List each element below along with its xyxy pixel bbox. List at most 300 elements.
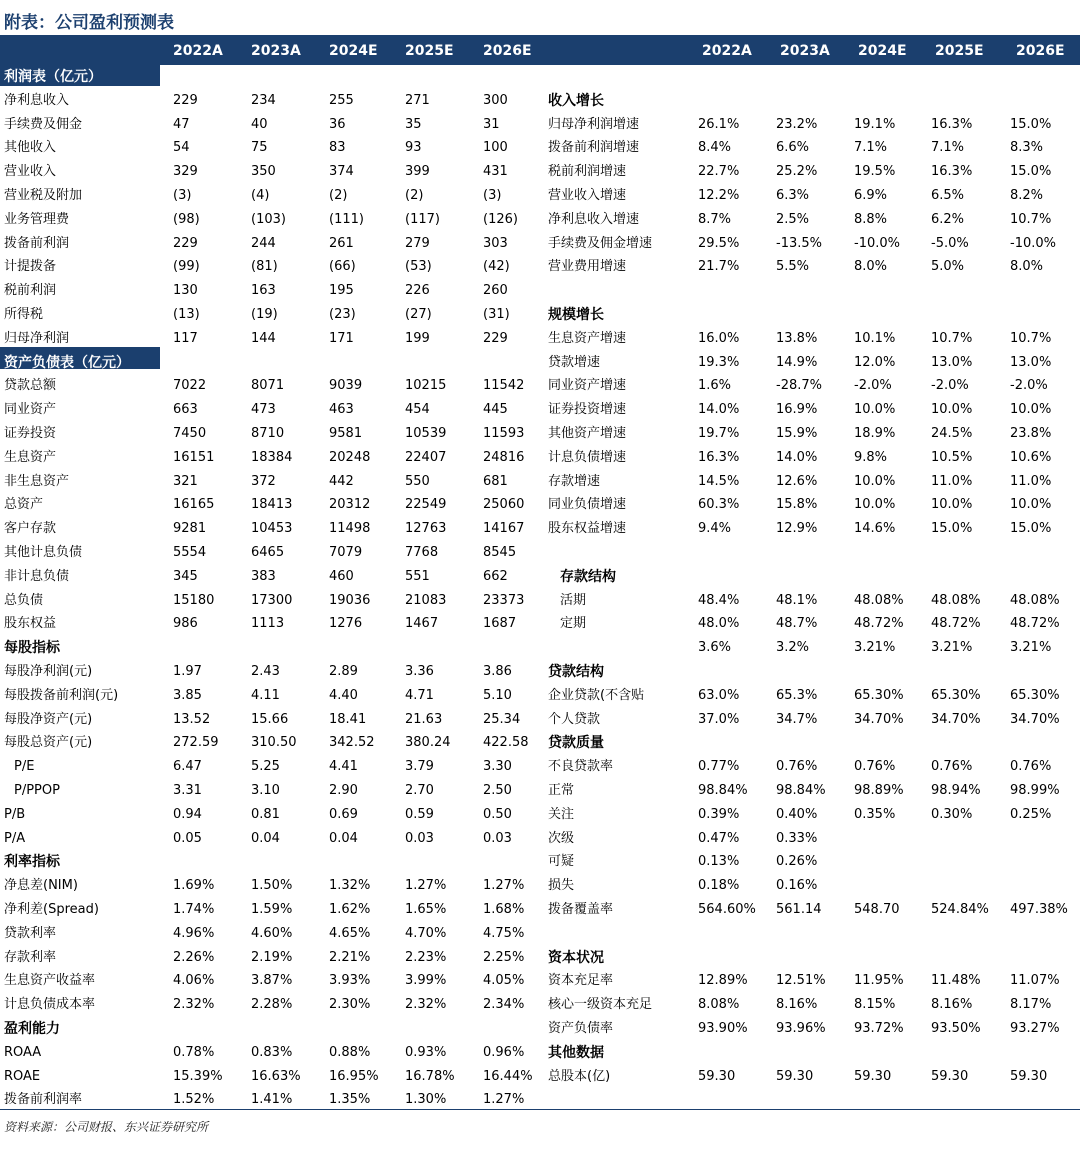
row-label: 营业收入 [4, 164, 57, 180]
row-label: 手续费及佣金增速 [548, 235, 653, 251]
table-cell: (99) [173, 259, 200, 275]
table-cell: 7768 [405, 545, 439, 560]
table-cell: 3.79 [405, 759, 434, 775]
table-cell: 1.6% [698, 378, 732, 394]
table-cell: 255 [329, 92, 354, 108]
row-label: 次级 [548, 830, 575, 846]
table-cell: 1.69% [173, 878, 215, 894]
table-cell: 19.1% [854, 116, 896, 132]
row-label: 每股拨备前利润(元) [4, 687, 119, 703]
table-cell: 399 [405, 164, 430, 180]
table-cell: 98.84% [698, 783, 748, 798]
section-heading: 其他数据 [548, 1044, 604, 1061]
table-cell: 431 [483, 164, 508, 180]
table-cell: 2.43 [251, 664, 280, 679]
bottom-rule [0, 1109, 1080, 1110]
table-cell: 0.78% [173, 1044, 215, 1060]
table-cell: 1.35% [329, 1092, 371, 1108]
table-cell: 1276 [329, 616, 363, 632]
table-cell: 4.71 [405, 687, 434, 703]
table-cell: 8.15% [854, 997, 896, 1013]
year-header-left: 2024E [329, 43, 378, 59]
row-label: 总资产 [4, 497, 44, 513]
table-cell: 10.0% [931, 497, 973, 513]
section-heading: 利润表（亿元） [4, 69, 102, 85]
table-cell: 10.0% [1010, 497, 1052, 513]
table-cell: 3.93% [329, 973, 371, 989]
table-cell: 23.8% [1010, 426, 1052, 441]
table-cell: 47 [173, 116, 190, 132]
table-cell: 59.30 [1010, 1068, 1048, 1084]
table-cell: 0.59 [405, 806, 434, 822]
table-cell: 6.3% [776, 188, 810, 203]
row-label: 生息资产增速 [548, 330, 627, 346]
table-cell: 195 [329, 283, 354, 299]
table-cell: 65.30% [1010, 687, 1060, 703]
table-cell: 6.5% [931, 188, 965, 203]
year-header-left: 2025E [405, 43, 454, 59]
table-cell: 22.7% [698, 164, 740, 180]
table-cell: 473 [251, 402, 276, 418]
table-cell: 2.28% [251, 997, 293, 1013]
table-cell: 48.08% [854, 592, 904, 608]
table-cell: 15.9% [776, 426, 818, 441]
row-label: 计提拨备 [4, 259, 57, 275]
table-cell: -10.0% [1010, 235, 1056, 251]
table-cell: 59.30 [698, 1068, 736, 1084]
table-cell: -2.0% [931, 378, 969, 394]
table-cell: 229 [483, 330, 508, 346]
table-cell: (31) [483, 307, 510, 322]
table-cell: 93.27% [1010, 1021, 1060, 1036]
year-header-right: 2025E [935, 43, 984, 59]
table-cell: 31 [483, 116, 500, 132]
table-cell: 93.72% [854, 1021, 904, 1036]
table-cell: 83 [329, 140, 346, 156]
table-cell: 21.63 [405, 711, 443, 727]
table-cell: 48.72% [1010, 616, 1060, 632]
table-cell: 19036 [329, 592, 371, 608]
table-cell: 48.4% [698, 592, 740, 608]
table-cell: -5.0% [931, 235, 969, 251]
row-label: P/A [4, 830, 26, 846]
table-cell: 372 [251, 473, 276, 489]
table-cell: (2) [405, 188, 424, 203]
table-cell: 8.0% [854, 259, 888, 275]
table-cell: 4.75% [483, 925, 525, 941]
table-cell: 383 [251, 568, 276, 584]
row-label: 活期 [560, 592, 587, 608]
table-cell: 20312 [329, 497, 371, 513]
table-cell: 0.03 [405, 830, 434, 846]
row-label: 生息资产 [4, 449, 57, 465]
table-cell: 1687 [483, 616, 517, 632]
table-cell: 15.0% [1010, 116, 1052, 132]
row-label: 其他计息负债 [4, 545, 83, 560]
table-cell: 100 [483, 140, 508, 156]
table-cell: 40 [251, 116, 268, 132]
table-cell: 329 [173, 164, 198, 180]
table-cell: 7.1% [854, 140, 888, 156]
table-cell: 14167 [483, 521, 525, 537]
table-cell: 48.72% [931, 616, 981, 632]
table-cell: 21083 [405, 592, 447, 608]
table-cell: 4.96% [173, 925, 215, 941]
row-label: 业务管理费 [4, 211, 70, 227]
table-cell: 12.2% [698, 188, 740, 203]
row-label: 非计息负债 [4, 568, 70, 584]
table-cell: 1.27% [483, 1092, 525, 1108]
table-cell: 93.96% [776, 1021, 826, 1036]
table-cell: 10.0% [854, 473, 896, 489]
table-cell: 7022 [173, 378, 207, 394]
table-cell: 561.14 [776, 902, 822, 917]
table-cell: 303 [483, 235, 508, 251]
table-cell: 1.97 [173, 664, 202, 679]
table-cell: 18.9% [854, 426, 896, 441]
table-cell: 8.0% [1010, 259, 1044, 275]
row-label: 计息负债增速 [548, 449, 627, 465]
year-header-right: 2026E [1016, 43, 1065, 59]
table-cell: 2.30% [329, 997, 371, 1013]
table-cell: 10.0% [931, 402, 973, 418]
table-cell: 171 [329, 330, 354, 346]
table-cell: 59.30 [776, 1068, 814, 1084]
table-cell: 260 [483, 283, 508, 299]
row-label: 股东权益 [4, 616, 57, 632]
row-label: 其他资产增速 [548, 426, 627, 441]
table-cell: 2.70 [405, 783, 434, 798]
table-cell: 5.10 [483, 687, 512, 703]
table-cell: 35 [405, 116, 422, 132]
year-header-right: 2024E [858, 43, 907, 59]
table-cell: 29.5% [698, 235, 740, 251]
table-cell: 15.66 [251, 711, 289, 727]
table-cell: 22549 [405, 497, 447, 513]
table-cell: 0.76% [776, 759, 818, 775]
table-cell: 17300 [251, 592, 293, 608]
table-cell: 663 [173, 402, 198, 418]
table-cell: 20248 [329, 449, 371, 465]
row-label: 存款增速 [548, 473, 601, 489]
table-cell: 5554 [173, 545, 207, 560]
row-label: 拨备前利润 [4, 235, 70, 251]
table-cell: 63.0% [698, 687, 740, 703]
table-cell: 9581 [329, 426, 363, 441]
table-cell: 4.60% [251, 925, 293, 941]
table-cell: 321 [173, 473, 198, 489]
section-heading: 资本状况 [548, 949, 604, 966]
table-cell: 524.84% [931, 902, 989, 917]
table-cell: 10.0% [854, 402, 896, 418]
section-heading: 规模增长 [548, 307, 604, 323]
row-label: 拨备前利润增速 [548, 140, 640, 156]
table-cell: 4.11 [251, 687, 280, 703]
table-cell: (3) [483, 188, 502, 203]
table-cell: 10453 [251, 521, 293, 537]
table-cell: 12.0% [854, 354, 896, 370]
table-cell: 0.93% [405, 1044, 447, 1060]
table-cell: 23373 [483, 592, 525, 608]
table-cell: 3.87% [251, 973, 293, 989]
table-cell: 1467 [405, 616, 439, 632]
row-label: 营业税及附加 [4, 188, 83, 203]
table-cell: 34.7% [776, 711, 818, 727]
table-cell: (53) [405, 259, 432, 275]
table-cell: 310.50 [251, 735, 297, 751]
table-cell: 14.5% [698, 473, 740, 489]
table-cell: 9039 [329, 378, 363, 394]
row-label: 总负债 [4, 592, 44, 608]
table-cell: 300 [483, 92, 508, 108]
table-cell: 5.5% [776, 259, 810, 275]
table-cell: 345 [173, 568, 198, 584]
table-cell: 463 [329, 402, 354, 418]
table-cell: 0.88% [329, 1044, 371, 1060]
row-label: 营业费用增速 [548, 259, 627, 275]
row-label: 拨备覆盖率 [548, 902, 614, 917]
table-cell: 16151 [173, 449, 215, 465]
table-cell: 550 [405, 473, 430, 489]
row-label: 贷款增速 [548, 354, 601, 370]
table-cell: 10.7% [1010, 330, 1052, 346]
table-cell: 48.08% [1010, 592, 1060, 608]
row-label: 证券投资 [4, 426, 57, 441]
table-cell: 3.85 [173, 687, 202, 703]
table-cell: (27) [405, 307, 432, 322]
table-cell: 24816 [483, 449, 525, 465]
table-cell: 117 [173, 330, 198, 346]
table-cell: 93 [405, 140, 422, 156]
table-cell: 15180 [173, 592, 215, 608]
row-label: 每股净资产(元) [4, 711, 93, 727]
table-cell: 2.21% [329, 949, 371, 965]
table-cell: 0.30% [931, 806, 973, 822]
table-cell: 16.3% [931, 164, 973, 180]
table-cell: 0.35% [854, 806, 896, 822]
table-cell: 0.76% [854, 759, 896, 775]
table-cell: 0.04 [251, 830, 280, 846]
table-cell: (4) [251, 188, 270, 203]
table-cell: 13.0% [931, 354, 973, 370]
table-cell: 48.1% [776, 592, 818, 608]
table-title: 附表：公司盈利预测表 [4, 13, 174, 33]
table-cell: 3.31 [173, 783, 202, 798]
table-cell: 229 [173, 235, 198, 251]
table-cell: 98.84% [776, 783, 826, 798]
row-label: 同业资产增速 [548, 378, 627, 394]
table-cell: 7450 [173, 426, 207, 441]
row-label: 所得税 [4, 307, 44, 322]
table-cell: 3.6% [698, 640, 732, 656]
table-cell: 36 [329, 116, 346, 132]
row-label: 计息负债成本率 [4, 997, 96, 1013]
table-cell: 10.7% [1010, 211, 1052, 227]
table-cell: 4.70% [405, 925, 447, 941]
table-cell: 6.9% [854, 188, 888, 203]
table-cell: 98.94% [931, 783, 981, 798]
table-cell: -2.0% [1010, 378, 1048, 394]
table-cell: 3.10 [251, 783, 280, 798]
table-cell: 23.2% [776, 116, 818, 132]
table-cell: 16.9% [776, 402, 818, 418]
table-cell: 25.2% [776, 164, 818, 180]
table-cell: 6.2% [931, 211, 965, 227]
table-cell: 15.0% [1010, 164, 1052, 180]
table-cell: (66) [329, 259, 356, 275]
table-cell: 9.8% [854, 449, 888, 465]
table-cell: 34.70% [1010, 711, 1060, 727]
row-label: 资本充足率 [548, 973, 614, 989]
table-cell: 13.52 [173, 711, 211, 727]
table-cell: 0.77% [698, 759, 740, 775]
table-cell: 48.7% [776, 616, 818, 632]
table-cell: -2.0% [854, 378, 892, 394]
row-label: 个人贷款 [548, 711, 601, 727]
table-cell: 163 [251, 283, 276, 299]
table-cell: 2.89 [329, 664, 358, 679]
table-cell: 15.0% [1010, 521, 1052, 537]
table-cell: 65.3% [776, 687, 818, 703]
year-header-bar [0, 37, 1080, 65]
table-cell: 342.52 [329, 735, 375, 751]
table-cell: 0.76% [931, 759, 973, 775]
table-cell: (23) [329, 307, 356, 322]
table-cell: 1.30% [405, 1092, 447, 1108]
table-cell: 3.2% [776, 640, 810, 656]
row-label: 证券投资增速 [548, 402, 627, 418]
table-cell: -13.5% [776, 235, 822, 251]
table-cell: 1.65% [405, 902, 447, 917]
table-cell: 3.36 [405, 664, 434, 679]
table-cell: 5.0% [931, 259, 965, 275]
table-cell: 226 [405, 283, 430, 299]
table-cell: 9.4% [698, 521, 732, 537]
table-cell: 8.17% [1010, 997, 1052, 1013]
table-cell: 11.0% [1010, 473, 1052, 489]
table-cell: (13) [173, 307, 200, 322]
row-label: 手续费及佣金 [4, 116, 83, 132]
table-cell: (19) [251, 307, 278, 322]
table-cell: 380.24 [405, 735, 451, 751]
table-cell: 564.60% [698, 902, 756, 917]
row-label: 贷款利率 [4, 925, 57, 941]
table-cell: 2.26% [173, 949, 215, 965]
table-cell: 13.8% [776, 330, 818, 346]
table-cell: 8.2% [1010, 188, 1044, 203]
row-label: 净息差(NIM) [4, 878, 78, 894]
table-cell: 10215 [405, 378, 447, 394]
row-label: ROAE [4, 1068, 41, 1084]
row-label: ROAA [4, 1044, 42, 1060]
table-cell: 14.0% [776, 449, 818, 465]
table-cell: 0.16% [776, 878, 818, 894]
table-cell: 261 [329, 235, 354, 251]
table-cell: (117) [405, 211, 440, 227]
table-cell: -28.7% [776, 378, 822, 394]
table-cell: 4.05% [483, 973, 525, 989]
table-cell: 93.90% [698, 1021, 748, 1036]
table-cell: 19.5% [854, 164, 896, 180]
table-cell: 4.65% [329, 925, 371, 941]
table-cell: 10.0% [854, 497, 896, 513]
row-label: 税前利润 [4, 283, 57, 299]
table-cell: 48.0% [698, 616, 740, 632]
table-cell: 18384 [251, 449, 293, 465]
section-heading: 收入增长 [548, 92, 604, 109]
table-cell: 1.52% [173, 1092, 215, 1108]
table-cell: 98.89% [854, 783, 904, 798]
table-cell: 25.34 [483, 711, 521, 727]
table-cell: 0.13% [698, 854, 740, 870]
table-cell: 0.83% [251, 1044, 293, 1060]
table-cell: 98.99% [1010, 783, 1060, 798]
table-cell: 1113 [251, 616, 285, 632]
table-cell: 681 [483, 473, 508, 489]
table-cell: 4.06% [173, 973, 215, 989]
row-label: P/B [4, 806, 26, 822]
year-header-left: 2023A [251, 43, 301, 59]
table-cell: 8.4% [698, 140, 732, 156]
table-cell: 75 [251, 140, 268, 156]
table-cell: 19.3% [698, 354, 740, 370]
section-heading: 盈利能力 [4, 1021, 60, 1037]
table-cell: 21.7% [698, 259, 740, 275]
table-cell: 10.5% [931, 449, 973, 465]
table-cell: 8.08% [698, 997, 740, 1013]
table-cell: 3.21% [931, 640, 973, 656]
row-label: 其他收入 [4, 140, 57, 156]
row-label: 总股本(亿) [548, 1068, 611, 1084]
table-cell: 11.95% [854, 973, 904, 989]
table-cell: 11498 [329, 521, 371, 537]
table-cell: 7.1% [931, 140, 965, 156]
table-cell: 8.16% [776, 997, 818, 1013]
table-cell: 442 [329, 473, 354, 489]
table-cell: 12.9% [776, 521, 818, 537]
table-cell: 130 [173, 283, 198, 299]
table-cell: 60.3% [698, 497, 740, 513]
table-cell: 8710 [251, 426, 285, 441]
row-label: 非生息资产 [4, 473, 70, 489]
table-cell: 59.30 [931, 1068, 969, 1084]
table-cell: 2.19% [251, 949, 293, 965]
table-cell: 271 [405, 92, 430, 108]
table-cell: 26.1% [698, 116, 740, 132]
table-cell: 16.63% [251, 1068, 301, 1084]
table-cell: 11.48% [931, 973, 981, 989]
table-cell: 3.30 [483, 759, 512, 775]
table-cell: 16.0% [698, 330, 740, 346]
row-label: 拨备前利润率 [4, 1092, 83, 1108]
table-cell: 11593 [483, 426, 525, 441]
table-cell: 986 [173, 616, 198, 632]
table-cell: 234 [251, 92, 276, 108]
table-cell: (126) [483, 211, 518, 227]
table-cell: 15.39% [173, 1068, 223, 1084]
table-cell: 15.8% [776, 497, 818, 513]
row-label: 生息资产收益率 [4, 973, 96, 989]
table-cell: 7079 [329, 545, 363, 560]
year-header-left: 2026E [483, 43, 532, 59]
row-label: 正常 [548, 783, 575, 798]
row-label: 企业贷款(不含贴 [548, 687, 645, 703]
row-label: 税前利润增速 [548, 164, 627, 180]
table-cell: 0.76% [1010, 759, 1052, 775]
row-label: 净利息收入增速 [548, 211, 640, 227]
table-cell: 4.41 [329, 759, 358, 775]
table-cell: 11.0% [931, 473, 973, 489]
